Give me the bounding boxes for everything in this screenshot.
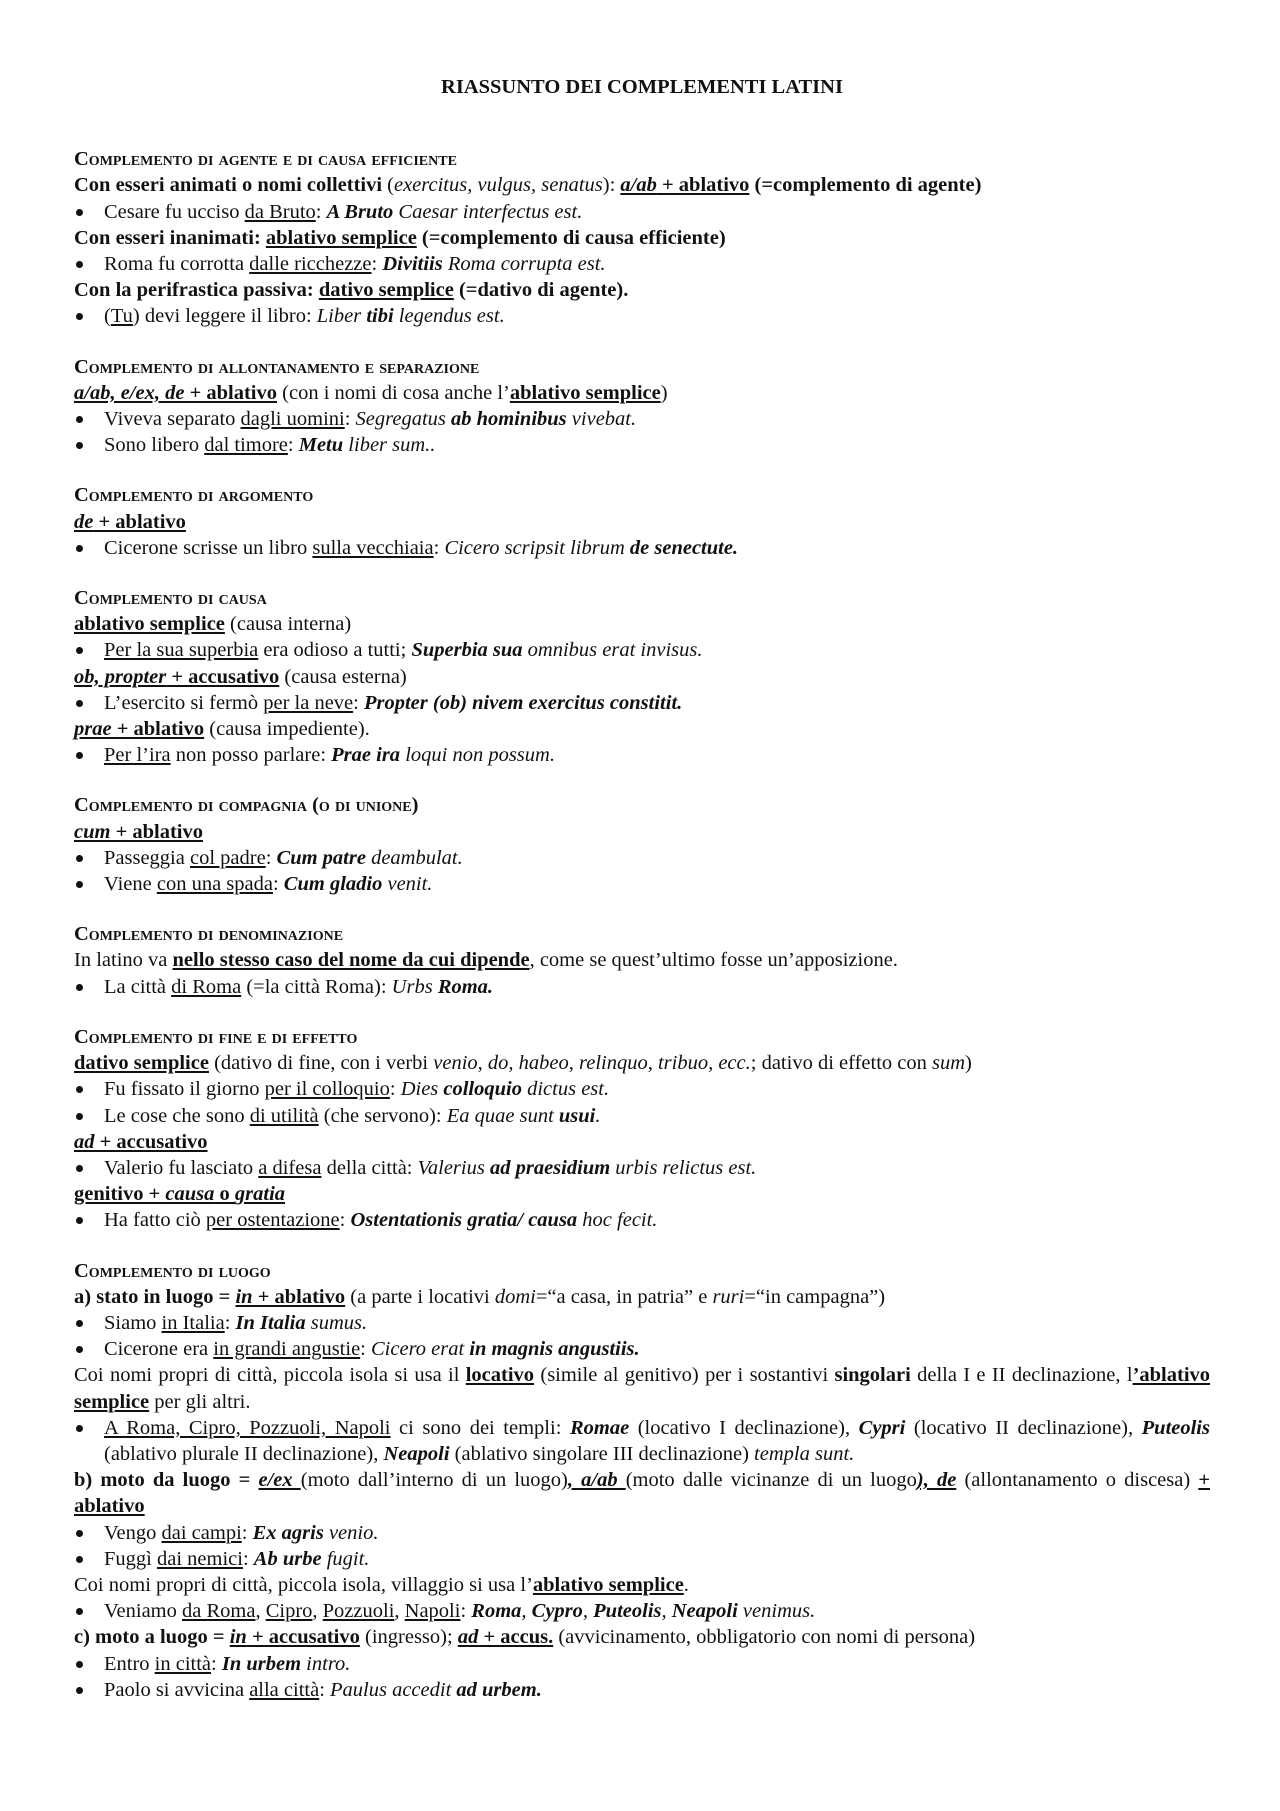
- text: Neapoli: [383, 1442, 450, 1465]
- text: de: [74, 510, 94, 533]
- text: Roma.: [437, 975, 494, 998]
- text: nello stesso caso del nome da cui dipende: [172, 949, 530, 972]
- text: :: [344, 408, 356, 431]
- text: con una spada: [156, 873, 273, 896]
- text: intro.: [301, 1652, 351, 1675]
- list-item: [74, 1336, 1210, 1362]
- text: a/ab, e/ex, de: [74, 381, 185, 404]
- text: di Roma: [171, 975, 242, 998]
- text: di utilità: [249, 1104, 319, 1127]
- text: dativo semplice: [318, 279, 454, 302]
- example-list: [74, 1415, 1210, 1467]
- text: Paulus accedit: [330, 1678, 457, 1701]
- section-heading: Complemento di agente e di causa efficiente: [74, 148, 457, 171]
- text: dativo semplice: [74, 1052, 209, 1075]
- list-item: [74, 1310, 1210, 1336]
- text: (ingresso);: [359, 1626, 458, 1649]
- text: ablativo semplice: [265, 226, 417, 249]
- text: Metu: [298, 434, 344, 457]
- rule-line: [74, 172, 1210, 198]
- text: per la neve: [263, 691, 354, 714]
- rule-line: [74, 1467, 1210, 1519]
- text: + ablativo: [74, 1469, 1211, 1518]
- text: cum: [74, 820, 111, 843]
- text: causa: [165, 1183, 215, 1206]
- list-item: [74, 1651, 1210, 1677]
- text: + ablativo: [656, 174, 750, 197]
- text: (: [382, 174, 394, 197]
- example-list: [74, 845, 1210, 897]
- text: (che servono):: [318, 1104, 447, 1127]
- text: da Roma: [182, 1600, 256, 1623]
- text: Pozzuoli: [322, 1600, 395, 1623]
- text: + ablativo: [110, 820, 204, 843]
- text: (=complemento di causa efficiente): [416, 226, 726, 249]
- example-list: [74, 303, 1210, 329]
- text: :: [360, 1338, 371, 1361]
- text: colloquio: [443, 1078, 522, 1101]
- list-item: [74, 1103, 1210, 1129]
- text: Ha fatto ciò: [104, 1209, 206, 1232]
- text: (a parte i locativi: [345, 1285, 495, 1308]
- list-item: [74, 1677, 1210, 1703]
- section-argomento: [74, 482, 1210, 561]
- document-title: RIASSUNTO DEI COMPLEMENTI LATINI: [441, 76, 843, 98]
- list-item: [74, 1598, 1210, 1624]
- list-item: [74, 303, 1210, 329]
- text: Paolo si avvicina: [104, 1678, 250, 1701]
- text: :: [460, 1600, 472, 1623]
- text: Ea quae sunt: [446, 1104, 559, 1127]
- text: + ablativo: [252, 1285, 346, 1308]
- text: ), de: [916, 1469, 957, 1492]
- text: (causa interna): [224, 613, 352, 636]
- rule-line: [74, 1624, 1210, 1650]
- example-list: [74, 535, 1210, 561]
- text: La città: [104, 975, 172, 998]
- text: :: [433, 536, 445, 559]
- text: =“a casa, in patria” e: [535, 1285, 713, 1308]
- text: Segregatus: [355, 408, 452, 431]
- text: locativo: [465, 1364, 535, 1387]
- text: Superbia sua: [411, 639, 523, 662]
- text: (causa esterna): [279, 665, 407, 688]
- list-item: [74, 1207, 1210, 1233]
- text: Napoli: [404, 1600, 461, 1623]
- text: in città: [154, 1652, 212, 1675]
- text: genitivo +: [74, 1183, 166, 1206]
- text: (: [104, 305, 111, 328]
- text: sumus.: [305, 1311, 368, 1334]
- text: in: [229, 1626, 247, 1649]
- text: (dativo di fine, con i verbi: [208, 1052, 434, 1075]
- text: hoc fecit.: [577, 1209, 658, 1232]
- text: de senectute.: [629, 536, 739, 559]
- list-item: [74, 974, 1210, 1000]
- text: ,: [255, 1600, 266, 1623]
- text: a difesa: [258, 1156, 322, 1179]
- text: ) devi leggere il libro:: [132, 305, 317, 328]
- text: Roma: [471, 1600, 522, 1623]
- text: Puteolis: [593, 1600, 662, 1623]
- text: =“in campagna”): [744, 1285, 886, 1308]
- text: :: [353, 691, 364, 714]
- text: :: [371, 253, 383, 276]
- text: e/ex: [258, 1469, 301, 1492]
- rule-line: [74, 1181, 1210, 1207]
- text: :: [272, 873, 284, 896]
- text: , come se quest’ultimo fosse un’apposizione.: [529, 949, 898, 972]
- text: Entro: [104, 1652, 155, 1675]
- text: + accusativo: [94, 1130, 208, 1153]
- example-list: [74, 690, 1210, 716]
- text: ad praesidium: [489, 1156, 611, 1179]
- text: liber sum..: [343, 434, 436, 457]
- text: In Italia: [235, 1311, 306, 1334]
- text: Passeggia: [104, 846, 190, 869]
- text: fugit.: [321, 1547, 370, 1570]
- text: Con la perifrastica passiva:: [74, 279, 319, 302]
- example-list: [74, 1598, 1210, 1624]
- text: Coi nomi propri di città, piccola isola, villaggio si usa l’: [74, 1573, 533, 1596]
- text: Viveva separato: [104, 408, 241, 431]
- text: Per l’ira: [104, 744, 171, 767]
- text: ab hominibus: [451, 408, 567, 431]
- text: venimus.: [737, 1600, 816, 1623]
- text: o: [214, 1183, 235, 1206]
- text: A Roma, Cipro, Pozzuoli, Napoli: [104, 1416, 391, 1439]
- text: Valerius: [417, 1156, 490, 1179]
- text: dalle ricchezze: [249, 253, 372, 276]
- text: Divitiis: [382, 253, 443, 276]
- text: era odioso a tutti;: [258, 639, 412, 662]
- list-item: [74, 535, 1210, 561]
- text: + accusativo: [246, 1626, 360, 1649]
- section-heading: Complemento di compagnia (o di unione): [74, 794, 419, 817]
- text: (ablativo singolare III declinazione): [449, 1442, 755, 1465]
- text: Per la sua superbia: [104, 639, 259, 662]
- text: dal timore: [204, 434, 288, 457]
- text: dictus est.: [521, 1078, 610, 1101]
- list-item: [74, 1415, 1210, 1467]
- text: (simile al genitivo) per i sostantivi: [534, 1364, 835, 1387]
- text: exercitus, vulgus, senatus: [393, 174, 603, 197]
- text: Neapoli: [671, 1600, 738, 1623]
- list-item: [74, 251, 1210, 277]
- text: :: [319, 1678, 331, 1701]
- text: a) stato in luogo =: [74, 1285, 236, 1308]
- example-list: [74, 199, 1210, 225]
- text: per ostentazione: [205, 1209, 340, 1232]
- text: gratia: [234, 1183, 286, 1206]
- text: Propter (ob) nivem exercitus constitit.: [363, 691, 683, 714]
- text: :: [242, 1547, 254, 1570]
- section-heading: Complemento di fine e di effetto: [74, 1025, 358, 1048]
- text: (moto dall’interno di un luogo): [300, 1469, 568, 1492]
- section-compagnia: [74, 792, 1210, 897]
- text: Cum patre: [276, 846, 366, 869]
- text: in grandi angustie: [213, 1338, 361, 1361]
- rule-line: [74, 509, 1210, 535]
- text: Cesare fu ucciso: [104, 200, 245, 223]
- text: Valerio fu lasciato: [104, 1156, 259, 1179]
- section-heading: Complemento di luogo: [74, 1259, 271, 1282]
- text: usui: [558, 1104, 596, 1127]
- section-allontanamento: [74, 354, 1210, 459]
- text: da Bruto: [244, 200, 316, 223]
- section-denominazione: [74, 921, 1210, 1000]
- example-list: [74, 1651, 1210, 1703]
- list-item: [74, 406, 1210, 432]
- text: (=la città Roma):: [241, 975, 392, 998]
- section-luogo: [74, 1258, 1210, 1703]
- text: Liber: [316, 305, 367, 328]
- example-list: [74, 637, 1210, 663]
- text: Cypri: [858, 1416, 906, 1439]
- text: Sono libero: [104, 434, 205, 457]
- text: ci sono dei templi:: [390, 1416, 570, 1439]
- rule-line: [74, 611, 1210, 637]
- text: (avvicinamento, obbligatorio con nomi di persona): [553, 1626, 976, 1649]
- text: Cypro: [531, 1600, 583, 1623]
- text: ad: [457, 1626, 479, 1649]
- rule-line: [74, 277, 1210, 303]
- text: (allontanamento o discesa): [956, 1469, 1199, 1492]
- example-list: [74, 1520, 1210, 1572]
- text: :: [265, 846, 277, 869]
- text: Veniamo: [104, 1600, 182, 1623]
- text: Con esseri inanimati:: [74, 226, 266, 249]
- example-list: [74, 251, 1210, 277]
- text: singolari: [834, 1364, 911, 1387]
- text: ,: [661, 1600, 672, 1623]
- text: In urbem: [221, 1652, 302, 1675]
- rule-line: [74, 664, 1210, 690]
- text: (locativo I declinazione),: [629, 1416, 859, 1439]
- text: ablativo semplice: [532, 1573, 684, 1596]
- text: omnibus erat invisus.: [522, 639, 703, 662]
- text: loqui non possum.: [400, 744, 555, 767]
- list-item: [74, 637, 1210, 663]
- list-item: [74, 690, 1210, 716]
- section-heading: Complemento di denominazione: [74, 923, 344, 946]
- list-item: [74, 742, 1210, 768]
- text: (moto dalle vicinanze di un luogo: [625, 1469, 917, 1492]
- text: deambulat.: [365, 846, 463, 869]
- text: Coi nomi propri di città, piccola isola si usa il: [74, 1364, 466, 1387]
- text: Romae: [569, 1416, 630, 1439]
- text: L’esercito si fermò: [104, 691, 264, 714]
- section-fine: [74, 1024, 1210, 1234]
- list-item: [74, 1076, 1210, 1102]
- text: Roma corrupta est.: [442, 253, 606, 276]
- text: Fu fissato il giorno: [104, 1078, 265, 1101]
- text: per il colloquio: [264, 1078, 390, 1101]
- text: ,: [521, 1600, 532, 1623]
- text: Tu: [110, 305, 133, 328]
- text: ):: [602, 174, 621, 197]
- section-heading: Complemento di allontanamento e separazione: [74, 355, 480, 378]
- text: A Bruto: [326, 200, 394, 223]
- text: Caesar interfectus est.: [393, 200, 583, 223]
- example-list: [74, 1076, 1210, 1128]
- text: in: [235, 1285, 253, 1308]
- text: Prae ira: [331, 744, 401, 767]
- text: (ablativo plurale II declinazione),: [104, 1442, 384, 1465]
- text: della città:: [321, 1156, 418, 1179]
- text: ruri: [712, 1285, 745, 1308]
- text: prae: [74, 718, 112, 741]
- rule-line: [74, 947, 1210, 973]
- example-list: [74, 406, 1210, 458]
- text: + ablativo: [184, 381, 278, 404]
- text: dagli uomini: [240, 408, 345, 431]
- example-list: [74, 1155, 1210, 1181]
- section-heading: Complemento di causa: [74, 587, 267, 610]
- list-item: [74, 199, 1210, 225]
- text: ad: [74, 1130, 95, 1153]
- list-item: [74, 871, 1210, 897]
- rule-line: [74, 380, 1210, 406]
- text: ,: [582, 1600, 594, 1623]
- list-item: [74, 432, 1210, 458]
- text: dai campi: [161, 1521, 242, 1544]
- text: Urbs: [391, 975, 438, 998]
- text: venio, do, habeo, relinquo, tribuo, ecc.: [433, 1052, 751, 1075]
- text: (con i nomi di cosa anche l’: [277, 381, 510, 404]
- text: Fuggì: [104, 1547, 157, 1570]
- text: Cicero erat: [371, 1338, 470, 1361]
- text: ad urbem.: [456, 1678, 542, 1701]
- text: :: [287, 434, 299, 457]
- text: in Italia: [161, 1311, 225, 1334]
- text: Puteolis: [1141, 1416, 1210, 1439]
- text: :: [241, 1521, 253, 1544]
- text: legendus est.: [393, 305, 505, 328]
- text: Ex agris: [252, 1521, 324, 1544]
- text: urbis relictus est.: [610, 1156, 757, 1179]
- text: Ostentationis gratia/ causa: [350, 1209, 578, 1232]
- text: ): [660, 381, 668, 404]
- text: Siamo: [104, 1311, 162, 1334]
- text: venit.: [382, 873, 433, 896]
- rule-line: [74, 716, 1210, 742]
- paragraph: [74, 1572, 1210, 1598]
- text: b) moto da luogo =: [74, 1469, 259, 1492]
- rule-line: [74, 1284, 1210, 1310]
- text: :: [315, 200, 327, 223]
- text: (locativo II declinazione),: [905, 1416, 1142, 1439]
- text: dai nemici: [156, 1547, 243, 1570]
- text: + accus.: [478, 1626, 554, 1649]
- text: alla città: [249, 1678, 320, 1701]
- text: (=dativo di agente).: [453, 279, 629, 302]
- text: Roma fu corrotta: [104, 253, 250, 276]
- text: Cum gladio: [283, 873, 383, 896]
- text: (=complemento di agente): [749, 174, 982, 197]
- section-agente: [74, 146, 1210, 329]
- text: :: [224, 1311, 236, 1334]
- text: :: [389, 1078, 401, 1101]
- text: .: [595, 1104, 601, 1127]
- text: ; dativo di effetto con: [750, 1052, 932, 1075]
- text: .: [683, 1573, 689, 1596]
- text: Cipro: [265, 1600, 313, 1623]
- section-causa: [74, 585, 1210, 768]
- text: col padre: [189, 846, 266, 869]
- example-list: [74, 742, 1210, 768]
- example-list: [74, 974, 1210, 1000]
- text: + ablativo: [111, 718, 205, 741]
- text: ,: [394, 1600, 405, 1623]
- text: Cicero scripsit librum: [444, 536, 630, 559]
- text: ablativo semplice: [509, 381, 661, 404]
- list-item: [74, 1155, 1210, 1181]
- text: sulla vecchiaia: [312, 536, 434, 559]
- text: (causa impediente).: [204, 718, 370, 741]
- rule-line: [74, 1050, 1210, 1076]
- text: Ab urbe: [253, 1547, 322, 1570]
- list-item: [74, 845, 1210, 871]
- paragraph: [74, 1362, 1210, 1414]
- text: :: [211, 1652, 222, 1675]
- text: ’ablativo semplice: [74, 1364, 1211, 1413]
- text: ob, propter: [74, 665, 167, 688]
- text: Con esseri animati o nomi collettivi: [74, 174, 383, 197]
- text: ,: [312, 1600, 323, 1623]
- text: non posso parlare:: [170, 744, 332, 767]
- text: Le cose che sono: [104, 1104, 250, 1127]
- example-list: [74, 1310, 1210, 1362]
- document-page: [74, 74, 1210, 1727]
- rule-line: [74, 1129, 1210, 1155]
- text: tibi: [366, 305, 394, 328]
- text: in magnis angustiis.: [469, 1338, 640, 1361]
- text: a/ab: [620, 174, 657, 197]
- rule-line: [74, 819, 1210, 845]
- text: In latino va: [74, 949, 173, 972]
- text: + accusativo: [166, 665, 280, 688]
- text: Cicerone scrisse un libro: [104, 536, 313, 559]
- text: Cicerone era: [104, 1338, 214, 1361]
- text: per gli altri.: [149, 1390, 251, 1413]
- list-item: [74, 1520, 1210, 1546]
- text: venio.: [323, 1521, 379, 1544]
- text: ): [965, 1052, 972, 1075]
- text: della I e II declinazione, l: [910, 1364, 1133, 1387]
- text: Dies: [400, 1078, 444, 1101]
- text: + ablativo: [93, 510, 186, 533]
- text: :: [339, 1209, 351, 1232]
- text: sum: [932, 1052, 966, 1075]
- list-item: [74, 1546, 1210, 1572]
- text: templa sunt.: [754, 1442, 855, 1465]
- text: c) moto a luogo =: [74, 1626, 230, 1649]
- text: vivebat.: [566, 408, 637, 431]
- text: Viene: [104, 873, 157, 896]
- text: ablativo semplice: [74, 613, 225, 636]
- text: , a/ab: [567, 1469, 626, 1492]
- example-list: [74, 1207, 1210, 1233]
- text: domi: [494, 1285, 536, 1308]
- section-heading: Complemento di argomento: [74, 484, 314, 507]
- rule-line: [74, 225, 1210, 251]
- text: Vengo: [104, 1521, 162, 1544]
